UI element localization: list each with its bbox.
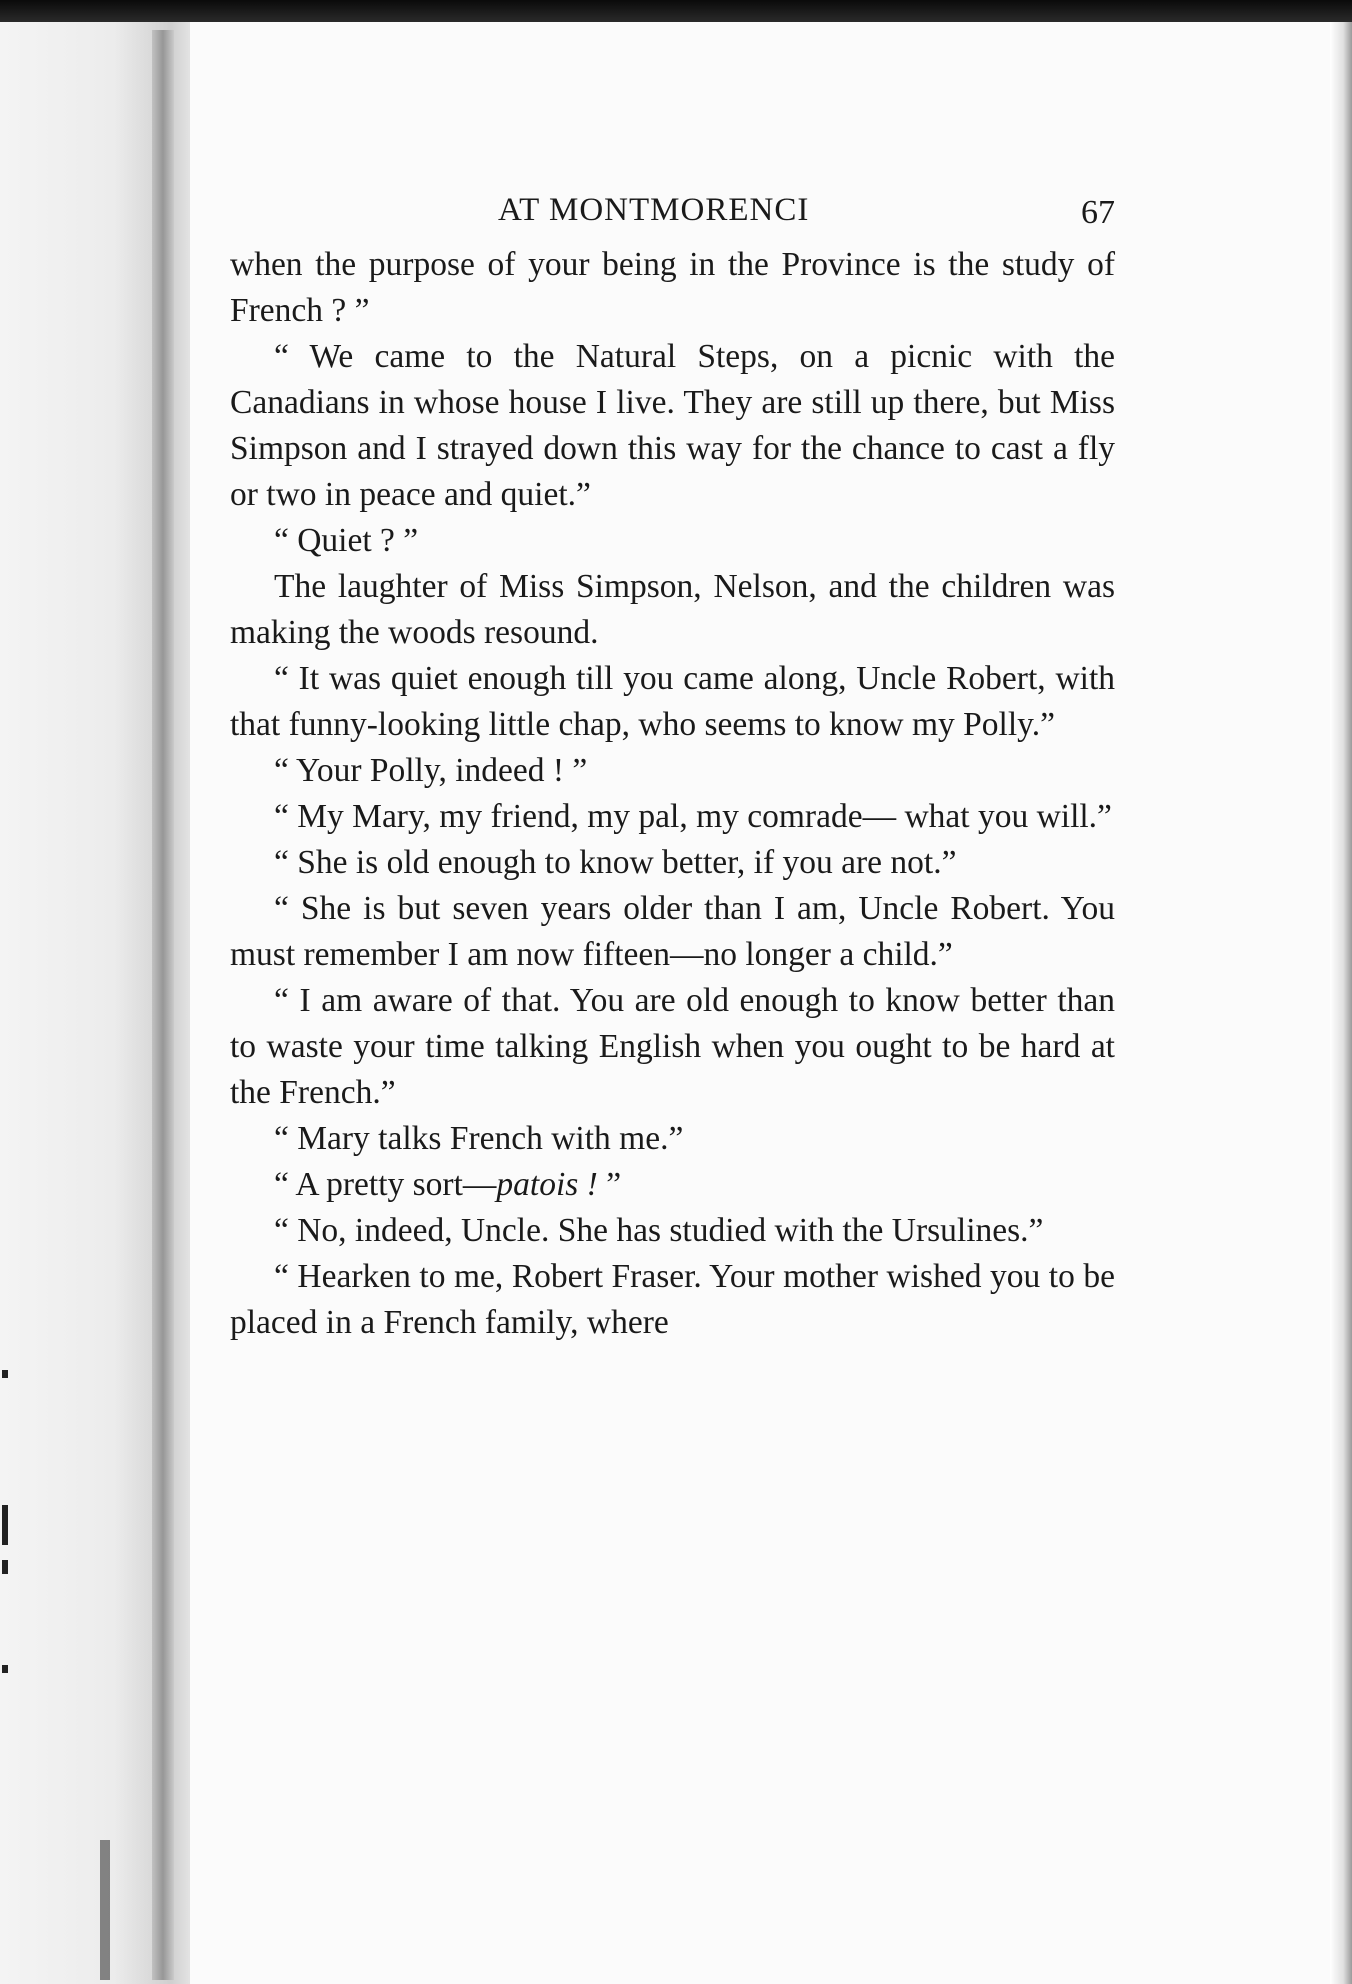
margin-mark (2, 1665, 8, 1673)
body-text (230, 242, 1115, 1346)
paragraph: “ I am aware of that. You are old enough to know better than to waste your time talking English when you ought to be hard at the French.” (230, 982, 1115, 1111)
paragraph-text: ” (597, 1166, 622, 1203)
paragraph: “ No, indeed, Uncle. She has studied with the Ursulines.” (274, 1212, 1044, 1249)
paragraph: when the purpose of your being in the Province is the study of French ? ” (230, 246, 1115, 329)
italic-word: patois ! (496, 1166, 598, 1203)
running-head (230, 180, 1115, 240)
page-number: 67 (1081, 194, 1115, 231)
paragraph: “ She is old enough to know better, if you are not.” (274, 844, 957, 881)
paragraph (230, 1162, 1115, 1208)
book-page (230, 180, 1115, 1346)
scan-top-border (0, 0, 1352, 22)
paragraph-text: “ A pretty sort— (274, 1166, 497, 1203)
spine-bottom-shadow (100, 1840, 110, 1980)
page-right-edge (1330, 22, 1352, 1984)
margin-mark (2, 1505, 8, 1545)
paragraph: “ Mary talks French with me.” (274, 1120, 684, 1157)
paragraph: “ It was quiet enough till you came along, Uncle Robert, with that funny-looking little chap, who seems to know my Polly.” (230, 660, 1115, 743)
paragraph: “ My Mary, my friend, my pal, my comrade— what you will.” (274, 798, 1112, 835)
margin-mark (2, 1560, 8, 1574)
running-head-title: AT MONTMORENCI (498, 192, 810, 228)
paragraph: “ She is but seven years older than I am, Uncle Robert. You must remember I am now fifteen—no longer a child.” (230, 890, 1115, 973)
margin-mark (2, 1370, 8, 1378)
book-spine-shadow (152, 30, 174, 1980)
paragraph: “ Your Polly, indeed ! ” (274, 752, 588, 789)
paragraph: “ We came to the Natural Steps, on a picnic with the Canadians in whose house I live. They are still up there, but Miss Simpson and I strayed down this way for the chance to cast a fly or two in peace and quiet.” (230, 338, 1115, 513)
paragraph: The laughter of Miss Simpson, Nelson, and the children was making the woods resound. (230, 568, 1115, 651)
paragraph: “ Hearken to me, Robert Fraser. Your mother wished you to be placed in a French family, where (230, 1258, 1115, 1341)
paragraph: “ Quiet ? ” (274, 522, 419, 559)
